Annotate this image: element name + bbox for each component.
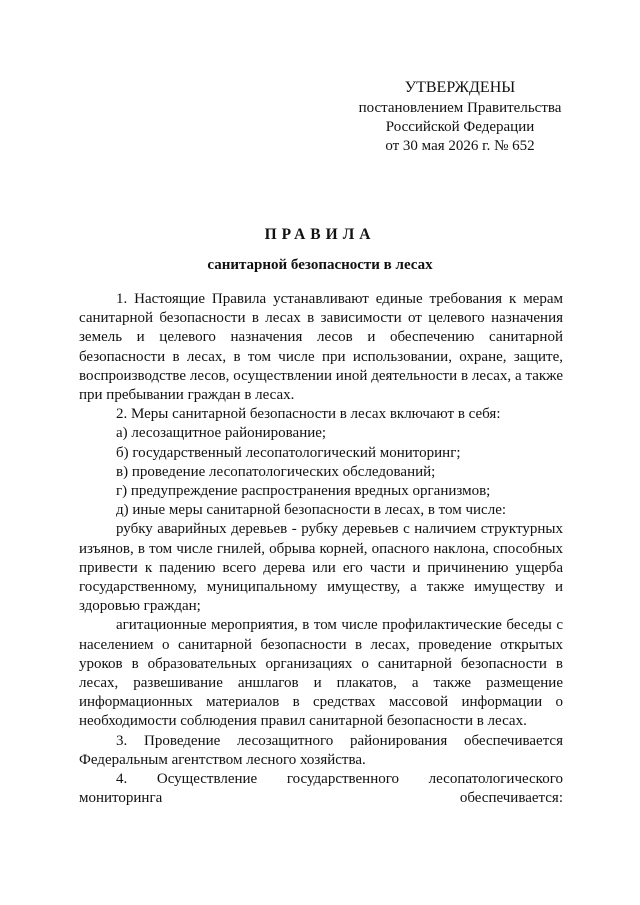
list-item-e: д) иные меры санитарной безопасности в лесах, в том числе: — [116, 502, 507, 519]
paragraph-3: 3. Проведение лесозащитного районирования обеспечивается Федеральным агентством лесного хозяйства. — [79, 732, 563, 768]
subitem-emergency-felling: рубку аварийных деревьев - рубку деревьев с наличием структурных изъянов, в том числе гнилей, обрыва корней, опасного наклона, способных привести к падению всего дерева или его части и причинению ущерба государственному, муниципальному имуществу, а также имуществу и здоровью граждан; — [79, 521, 563, 615]
approval-line-1: постановлением Правительства — [358, 100, 562, 116]
approval-block — [340, 78, 580, 156]
subitem-agitation: агитационные мероприятия, в том числе профилактические беседы с населением о санитарной безопасности в лесах, проведение открытых уроков в образовательных организациях о санитарной безопасности в лесах, развешивание аншлагов и плакатов, а также размещение информационных материалов в средствах массовой информации о необходимости соблюдения правил санитарной безопасности в лесах. — [79, 617, 563, 730]
list-item-a: а) лесозащитное районирование; — [116, 425, 327, 442]
document-subtitle: санитарной безопасности в лесах — [207, 257, 433, 273]
list-item-d: г) предупреждение распространения вредных организмов; — [116, 483, 491, 500]
document-title: ПРАВИЛА — [264, 226, 376, 243]
paragraph-4: 4. Осуществление государственного лесопатологического мониторинга обеспечивается: — [79, 771, 563, 807]
document-body — [79, 290, 563, 808]
list-item-c: в) проведение лесопатологических обследований; — [116, 463, 436, 480]
document-heading — [0, 225, 640, 275]
list-item-b: б) государственный лесопатологический мониторинг; — [116, 444, 461, 461]
approval-line-3: от 30 мая 2026 г. № 652 — [385, 138, 535, 154]
paragraph-2: 2. Меры санитарной безопасности в лесах включают в себя: — [116, 406, 501, 423]
paragraph-1: 1. Настоящие Правила устанавливают единые требования к мерам санитарной безопасности в лесах в зависимости от целевого назначения земель и целевого назначения лесов и обеспечению санитарной безопасности в лесах, в том числе при использовании, охране, защите, воспроизводстве лесов, осуществлении иной деятельности в лесах, а также при пребывании граждан в лесах. — [79, 291, 563, 404]
approval-title: УТВЕРЖДЕНЫ — [404, 79, 516, 96]
approval-line-2: Российской Федерации — [385, 119, 535, 135]
